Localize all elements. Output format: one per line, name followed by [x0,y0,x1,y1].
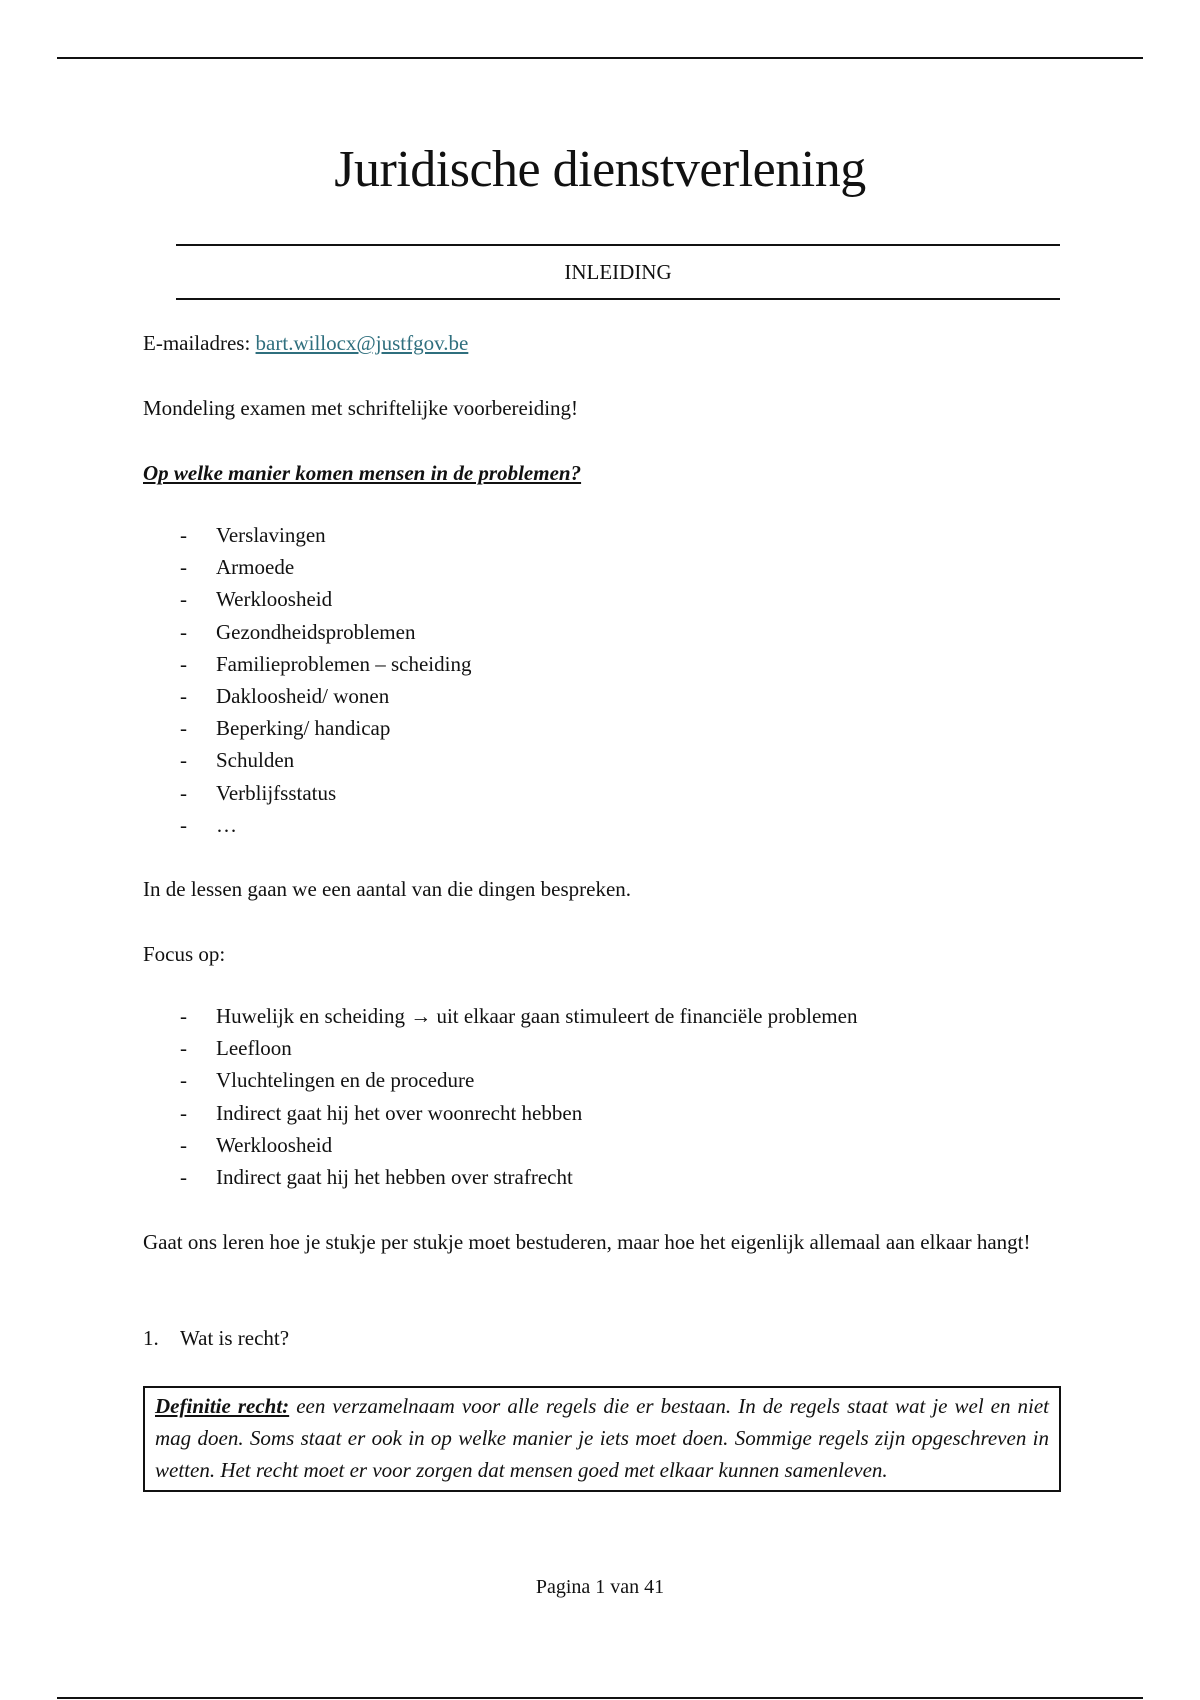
list-item: - Leefloon [175,1032,857,1064]
top-rule [57,57,1143,59]
list-item: - Verslavingen [175,519,471,551]
section-heading: INLEIDING [564,260,672,284]
definition-term: Definitie recht: [155,1394,290,1418]
list-item: - Familieproblemen – scheiding [175,648,471,680]
list-item: - Armoede [175,551,471,583]
document-title: Juridische dienstverlening [334,141,866,198]
list-item: - Vluchtelingen en de procedure [175,1064,857,1096]
definition-text: een verzamelnaam voor alle regels die er bestaan. In de regels staat wat je wel en niet mag doen. Soms staat er ook in op welke manier je iets moet doen. Sommige regels zijn opgeschreven in wetten. Het recht moet er voor zorgen dat mensen goed met elkaar kunnen samenleven. [155,1394,1050,1482]
list-item: - Werkloosheid [175,583,471,615]
list-item: - Schulden [175,744,471,776]
definition-box [143,1386,1061,1492]
question-heading: Op welke manier komen mensen in de problemen? [143,461,582,485]
email-line [143,327,468,359]
list-item: - Indirect gaat hij het hebben over strafrecht [175,1161,857,1193]
list-item: - Dakloosheid/ wonen [175,680,471,712]
section-rule-top [176,244,1060,246]
focus-label: Focus op: [143,942,226,966]
exam-note: Mondeling examen met schriftelijke voorbereiding! [143,396,579,420]
study-note: Gaat ons leren hoe je stukje per stukje moet bestuderen, maar hoe het eigenlijk allemaal aan elkaar hangt! [143,1230,1031,1254]
focus-list [175,1000,857,1193]
list-item: - Huwelijk en scheiding → uit elkaar gaan stimuleert de financiële problemen [175,1000,857,1032]
list-item: - … [175,809,471,841]
list-item: - Werkloosheid [175,1129,857,1161]
lessons-note: In de lessen gaan we een aantal van die dingen bespreken. [143,877,632,901]
email-link[interactable]: bart.willocx@justfgov.be [255,331,469,355]
list-item: - Beperking/ handicap [175,712,471,744]
section-number: 1. [143,1326,159,1350]
list-item: - Gezondheidsproblemen [175,616,471,648]
list-item: - Verblijfsstatus [175,777,471,809]
email-label: E-mailadres: [143,331,251,355]
section-title: Wat is recht? [180,1326,290,1350]
problems-list [175,519,471,841]
section-rule-bottom [176,298,1060,300]
bottom-rule [57,1697,1143,1699]
section-1-heading [143,1322,289,1354]
page-number: Pagina 1 van 41 [535,1576,665,1598]
list-item: - Indirect gaat hij het over woonrecht hebben [175,1097,857,1129]
